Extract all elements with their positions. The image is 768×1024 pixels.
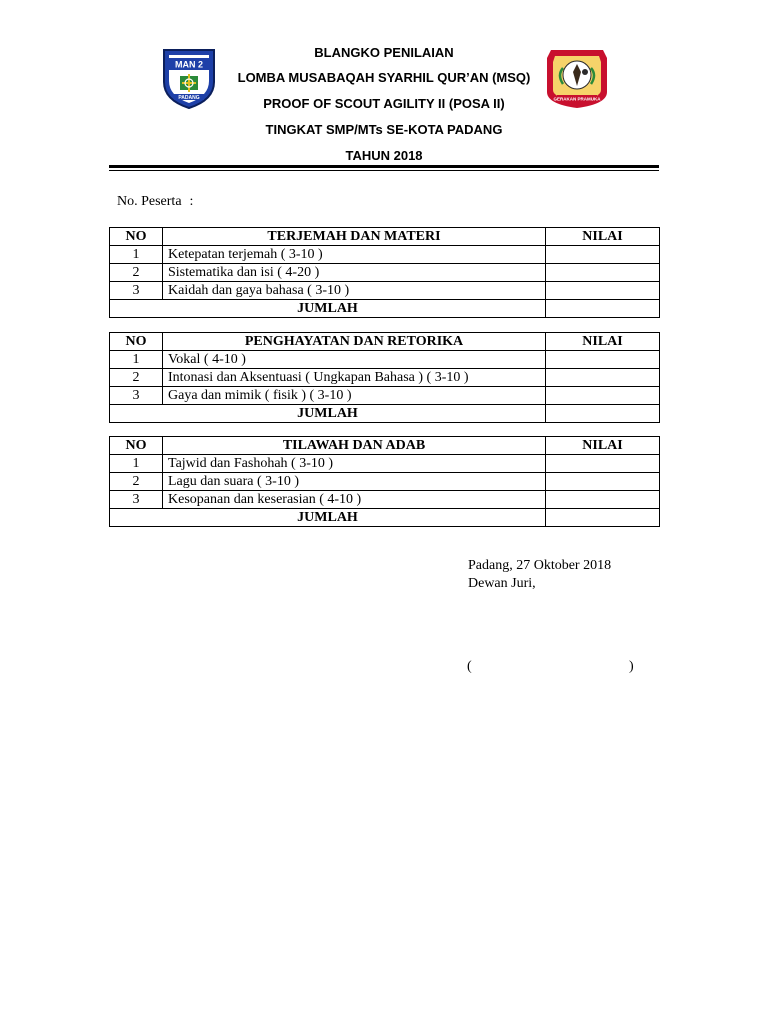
criterion-label: Gaya dan mimik ( fisik ) ( 3-10 ) bbox=[163, 387, 546, 405]
participant-number-field bbox=[117, 193, 193, 211]
place-date: Padang, 27 Oktober 2018 bbox=[468, 558, 612, 573]
score-table-rhetoric bbox=[109, 332, 660, 423]
scout-logo bbox=[543, 42, 611, 112]
row-number: 1 bbox=[110, 455, 163, 473]
participant-number-colon: : bbox=[189, 194, 194, 209]
column-header-score: NILAI bbox=[546, 333, 660, 351]
header-divider-thin bbox=[109, 170, 659, 171]
total-score-cell[interactable] bbox=[546, 405, 660, 423]
table-row bbox=[110, 491, 660, 509]
row-number: 1 bbox=[110, 246, 163, 264]
school-logo bbox=[160, 46, 218, 110]
table-row bbox=[110, 282, 660, 300]
row-number: 1 bbox=[110, 351, 163, 369]
criterion-label: Kaidah dan gaya bahasa ( 3-10 ) bbox=[163, 282, 546, 300]
score-cell[interactable] bbox=[546, 491, 660, 509]
column-header-no: NO bbox=[110, 333, 163, 351]
table-row bbox=[110, 246, 660, 264]
total-label: JUMLAH bbox=[110, 405, 546, 423]
event-title: PROOF OF SCOUT AGILITY II (POSA II) bbox=[263, 96, 505, 111]
column-header-title: TERJEMAH DAN MATERI bbox=[163, 228, 546, 246]
participant-number-label: No. Peserta bbox=[117, 194, 182, 209]
score-cell[interactable] bbox=[546, 455, 660, 473]
row-number: 2 bbox=[110, 369, 163, 387]
table-row bbox=[110, 351, 660, 369]
table-header-row bbox=[110, 437, 660, 455]
svg-text:GERAKAN PRAMUKA: GERAKAN PRAMUKA bbox=[553, 96, 601, 102]
criterion-label: Vokal ( 4-10 ) bbox=[163, 351, 546, 369]
column-header-title: PENGHAYATAN DAN RETORIKA bbox=[163, 333, 546, 351]
column-header-score: NILAI bbox=[546, 228, 660, 246]
svg-text:PADANG: PADANG bbox=[178, 95, 200, 101]
signature-close-bracket: ) bbox=[629, 659, 634, 674]
year-title: TAHUN 2018 bbox=[345, 148, 423, 163]
svg-text:MAN 2: MAN 2 bbox=[174, 59, 204, 70]
total-score-cell[interactable] bbox=[546, 509, 660, 527]
column-header-no: NO bbox=[110, 228, 163, 246]
total-row bbox=[110, 300, 660, 318]
criterion-label: Intonasi dan Aksentuasi ( Ungkapan Bahasa ) ( 3-10 ) bbox=[163, 369, 546, 387]
total-row bbox=[110, 405, 660, 423]
criterion-label: Sistematika dan isi ( 4-20 ) bbox=[163, 264, 546, 282]
column-header-title: TILAWAH DAN ADAB bbox=[163, 437, 546, 455]
criterion-label: Ketepatan terjemah ( 3-10 ) bbox=[163, 246, 546, 264]
table-row bbox=[110, 264, 660, 282]
column-header-no: NO bbox=[110, 437, 163, 455]
score-cell[interactable] bbox=[546, 473, 660, 491]
row-number: 3 bbox=[110, 387, 163, 405]
criterion-label: Tajwid dan Fashohah ( 3-10 ) bbox=[163, 455, 546, 473]
score-cell[interactable] bbox=[546, 246, 660, 264]
criterion-label: Kesopanan dan keserasian ( 4-10 ) bbox=[163, 491, 546, 509]
table-row bbox=[110, 387, 660, 405]
total-label: JUMLAH bbox=[110, 300, 546, 318]
table-header-row bbox=[110, 228, 660, 246]
row-number: 2 bbox=[110, 264, 163, 282]
column-header-score: NILAI bbox=[546, 437, 660, 455]
row-number: 3 bbox=[110, 282, 163, 300]
score-table-translation bbox=[109, 227, 660, 318]
table-row bbox=[110, 369, 660, 387]
total-row bbox=[110, 509, 660, 527]
competition-title: LOMBA MUSABAQAH SYARHIL QUR’AN (MSQ) bbox=[237, 70, 531, 85]
table-row bbox=[110, 473, 660, 491]
score-cell[interactable] bbox=[546, 369, 660, 387]
table-header-row bbox=[110, 333, 660, 351]
table-row bbox=[110, 455, 660, 473]
level-title: TINGKAT SMP/MTs SE-KOTA PADANG bbox=[265, 122, 503, 137]
score-table-recitation bbox=[109, 436, 660, 527]
row-number: 2 bbox=[110, 473, 163, 491]
score-cell[interactable] bbox=[546, 264, 660, 282]
total-score-cell[interactable] bbox=[546, 300, 660, 318]
score-cell[interactable] bbox=[546, 282, 660, 300]
score-cell[interactable] bbox=[546, 387, 660, 405]
signature-open-bracket: ( bbox=[467, 659, 472, 674]
form-title: BLANGKO PENILAIAN bbox=[314, 45, 454, 60]
header-divider-thick bbox=[109, 165, 659, 168]
score-cell[interactable] bbox=[546, 351, 660, 369]
total-label: JUMLAH bbox=[110, 509, 546, 527]
row-number: 3 bbox=[110, 491, 163, 509]
criterion-label: Lagu dan suara ( 3-10 ) bbox=[163, 473, 546, 491]
jury-title: Dewan Juri, bbox=[468, 576, 536, 591]
